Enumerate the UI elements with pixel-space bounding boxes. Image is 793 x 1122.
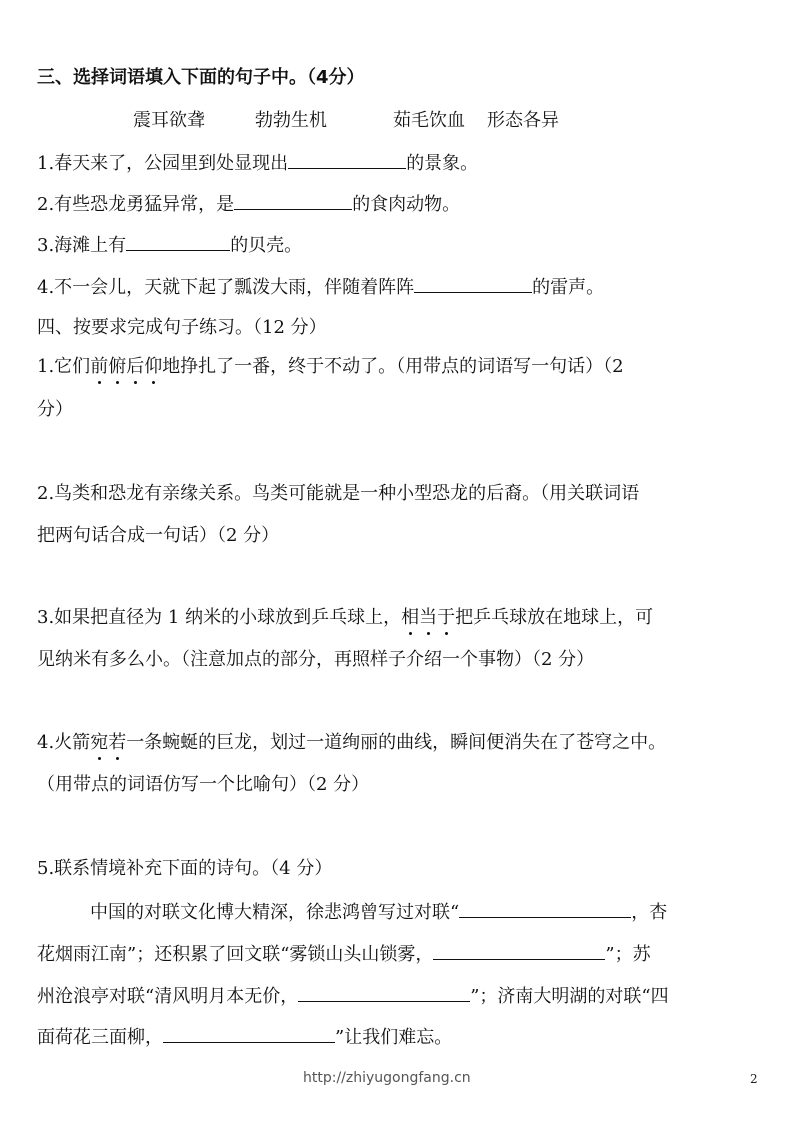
s4-q5-line-3: [37, 983, 669, 1009]
s4-question-2: 2.鸟类和恐龙有亲缘关系。鸟类可能就是一种小型恐龙的后裔。（用关联词语: [37, 483, 640, 504]
word-option-2: 勃勃生机: [255, 110, 327, 131]
s4-question-3: [37, 606, 653, 630]
q-text: 的贝壳。: [230, 235, 303, 256]
word-bank: [133, 109, 559, 133]
s4-question-5-title: 5.联系情境补充下面的诗句。（4 分）: [37, 858, 333, 879]
section-4-title: 四、按要求完成句子练习。（12 分）: [37, 317, 327, 338]
dotted-char: 后: [126, 356, 145, 377]
s4-question-4-cont: （用带点的词语仿写一个比喻句）（2 分）: [37, 774, 370, 795]
q-text: 的景象。: [406, 153, 479, 174]
answer-blank[interactable]: [414, 274, 532, 293]
dotted-char: 宛: [90, 732, 109, 753]
q-text: 4.火箭: [37, 732, 91, 753]
s4-q5-line-2: [37, 941, 651, 967]
s4-q5-line-1: [90, 899, 667, 925]
word-option-3: 茹毛饮血: [393, 110, 465, 131]
answer-blank[interactable]: [234, 191, 352, 210]
q-text: ”让我们难忘。: [335, 1027, 453, 1048]
dotted-char: 若: [108, 732, 127, 753]
answer-blank[interactable]: [433, 941, 605, 960]
q-text: ，杏: [631, 902, 668, 923]
q-text: 面荷花三面柳，: [37, 1027, 163, 1048]
q-text: 的食肉动物。: [352, 194, 461, 215]
s4-question-4: [37, 731, 666, 755]
q-text: 州沧浪亭对联“清风明月本无价，: [37, 986, 299, 1007]
q-text: 把乒乓球放在地球上，可: [455, 607, 654, 628]
q-text: 花烟雨江南”；还积累了回文联“雾锁山头山锁雾，: [37, 944, 434, 965]
dotted-char: 仰: [144, 356, 163, 377]
q-text: 1.它们: [37, 356, 91, 377]
dotted-char: 俯: [108, 356, 127, 377]
footer-url[interactable]: http://zhiyugongfang.cn: [303, 1070, 471, 1086]
page-number: 2: [750, 1072, 758, 1086]
q-text: 3.海滩上有: [37, 235, 127, 256]
answer-blank[interactable]: [288, 150, 406, 169]
dotted-char: 前: [90, 356, 109, 377]
q-text: 中国的对联文化博大精深，徐悲鸿曾写过对联“: [90, 902, 460, 923]
q-text: 的雷声。: [532, 277, 605, 298]
answer-blank[interactable]: [163, 1024, 335, 1043]
q-text: 地挣扎了一番，终于不动了。（用带点的词语写一句话）（2: [162, 356, 624, 377]
s4-question-3-cont: 见纳米有多么小。（注意加点的部分，再照样子介绍一个事物）（2 分）: [37, 649, 595, 670]
dotted-char: 于: [437, 607, 456, 628]
s3-question-1: [37, 150, 478, 176]
answer-blank[interactable]: [459, 899, 631, 918]
q-text: 1.春天来了，公园里到处显现出: [37, 153, 289, 174]
s3-question-3: [37, 232, 302, 258]
q-text: 4.不一会儿，天就下起了瓢泼大雨，伴随着阵阵: [37, 277, 415, 298]
dotted-char: 相: [401, 607, 420, 628]
q-text: ”；苏: [605, 944, 651, 965]
q-text: 3.如果把直径为 1 纳米的小球放到乒乓球上，: [37, 607, 402, 628]
s4-q5-line-4: [37, 1024, 452, 1050]
answer-blank[interactable]: [298, 983, 470, 1002]
q-text: 2.有些恐龙勇猛异常，是: [37, 194, 235, 215]
s3-question-4: [37, 274, 604, 300]
answer-blank[interactable]: [126, 232, 230, 251]
dotted-char: 当: [419, 607, 438, 628]
s4-question-1-cont: 分）: [37, 399, 73, 420]
q-text: 一条蜿蜒的巨龙，划过一道绚丽的曲线，瞬间便消失在了苍穹之中。: [126, 732, 667, 753]
word-option-4: 形态各异: [487, 110, 559, 131]
s3-question-2: [37, 191, 460, 217]
word-option-1: 震耳欲聋: [133, 110, 205, 131]
q-text: ”；济南大明湖的对联“四: [470, 986, 669, 1007]
s4-question-2-cont: 把两句话合成一句话）（2 分）: [37, 525, 280, 546]
s4-question-1: [37, 355, 624, 379]
section-3-title: 三、选择词语填入下面的句子中。（4分）: [37, 67, 365, 88]
